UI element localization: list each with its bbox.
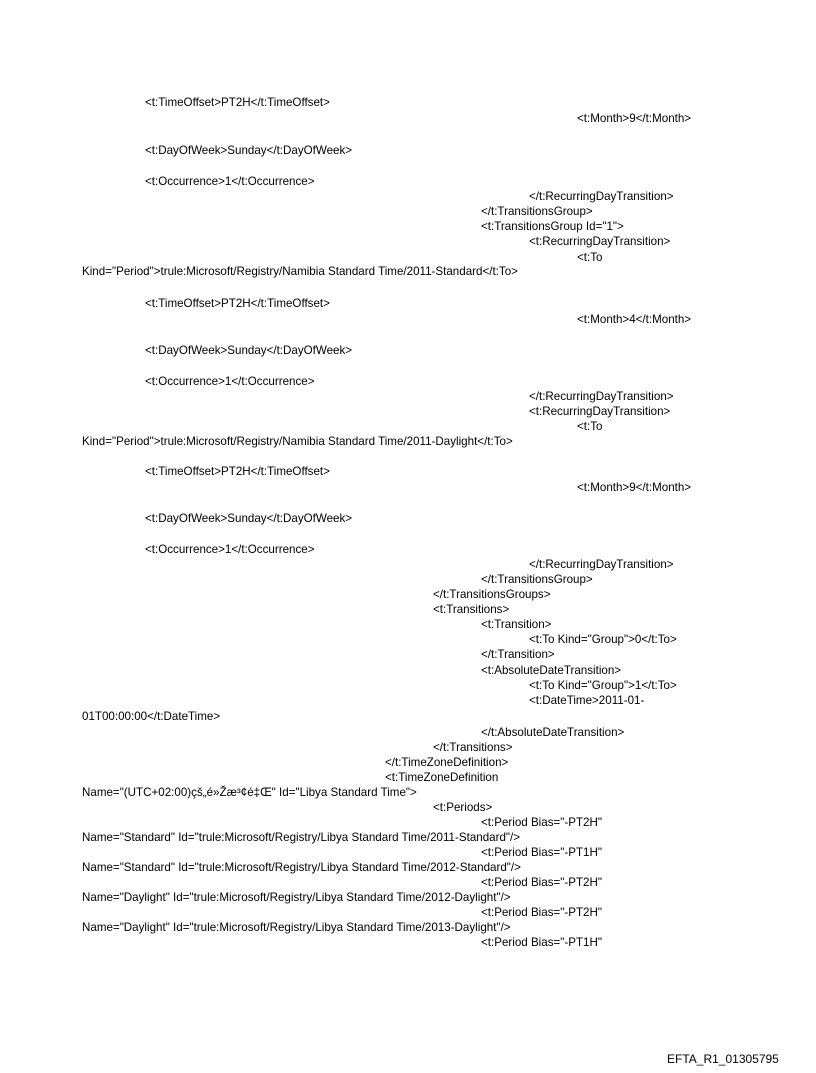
code-line: <t:Month>4</t:Month>	[577, 313, 692, 326]
code-line: <t:DayOfWeek>Sunday</t:DayOfWeek>	[145, 512, 353, 525]
code-line: </t:TransitionsGroup>	[481, 205, 593, 218]
code-line: <t:Month>9</t:Month>	[577, 481, 692, 494]
code-line: <t:To Kind="Group">1</t:To>	[529, 679, 677, 692]
code-line: Name="Standard" Id="trule:Microsoft/Registry/Libya Standard Time/2011-Standard"/>	[82, 831, 521, 844]
code-line: </t:RecurringDayTransition>	[529, 558, 674, 571]
code-line: <t:TimeOffset>PT2H</t:TimeOffset>	[145, 96, 330, 109]
code-line: <t:TimeZoneDefinition	[385, 771, 499, 784]
code-line: <t:To Kind="Group">0</t:To>	[529, 633, 677, 646]
code-line: <t:TransitionsGroup Id="1">	[481, 220, 624, 233]
code-line: Kind="Period">trule:Microsoft/Registry/Namibia Standard Time/2011-Daylight</t:To>	[82, 435, 513, 448]
document-footer-id: EFTA_R1_01305795	[667, 1052, 779, 1066]
code-line: </t:TimeZoneDefinition>	[385, 756, 509, 769]
code-line: </t:RecurringDayTransition>	[529, 190, 674, 203]
code-line: 01T00:00:00</t:DateTime>	[82, 710, 221, 723]
code-line: <t:Occurrence>1</t:Occurrence>	[145, 175, 315, 188]
code-line: <t:TimeOffset>PT2H</t:TimeOffset>	[145, 465, 330, 478]
code-line: <t:Period Bias="-PT2H"	[481, 816, 602, 829]
code-line: Kind="Period">trule:Microsoft/Registry/Namibia Standard Time/2011-Standard</t:To>	[82, 265, 518, 278]
code-line: </t:TransitionsGroup>	[481, 573, 593, 586]
code-line: <t:Transition>	[481, 618, 552, 631]
code-line: <t:To	[577, 420, 603, 433]
code-line: Name="Daylight" Id="trule:Microsoft/Registry/Libya Standard Time/2012-Daylight"/>	[82, 891, 511, 904]
code-line: <t:Transitions>	[433, 603, 510, 616]
code-line: <t:RecurringDayTransition>	[529, 235, 671, 248]
code-line: Name="(UTC+02:00)çš„é»Žæ³¢é‡Œ" Id="Libya Standard Time">	[82, 786, 417, 799]
code-line: <t:RecurringDayTransition>	[529, 405, 671, 418]
code-line: </t:TransitionsGroups>	[433, 588, 551, 601]
code-line: <t:Month>9</t:Month>	[577, 112, 692, 125]
code-line: <t:Occurrence>1</t:Occurrence>	[145, 543, 315, 556]
code-line: <t:To	[577, 251, 603, 264]
code-line: <t:Period Bias="-PT1H"	[481, 936, 602, 949]
code-line: <t:DayOfWeek>Sunday</t:DayOfWeek>	[145, 144, 353, 157]
code-line: <t:AbsoluteDateTransition>	[481, 664, 622, 677]
code-line: Name="Standard" Id="trule:Microsoft/Registry/Libya Standard Time/2012-Standard"/>	[82, 861, 521, 874]
code-line: </t:Transition>	[481, 648, 555, 661]
code-line: </t:Transitions>	[433, 741, 513, 754]
code-line: <t:Period Bias="-PT1H"	[481, 846, 602, 859]
code-line: Name="Daylight" Id="trule:Microsoft/Registry/Libya Standard Time/2013-Daylight"/>	[82, 921, 511, 934]
code-line: <t:Period Bias="-PT2H"	[481, 906, 602, 919]
code-line: </t:RecurringDayTransition>	[529, 390, 674, 403]
code-line: <t:TimeOffset>PT2H</t:TimeOffset>	[145, 297, 330, 310]
code-line: <t:Periods>	[433, 801, 493, 814]
code-line: </t:AbsoluteDateTransition>	[481, 726, 625, 739]
code-line: <t:DateTime>2011-01-	[529, 694, 645, 707]
code-line: <t:Occurrence>1</t:Occurrence>	[145, 375, 315, 388]
code-line: <t:DayOfWeek>Sunday</t:DayOfWeek>	[145, 344, 353, 357]
code-line: <t:Period Bias="-PT2H"	[481, 876, 602, 889]
